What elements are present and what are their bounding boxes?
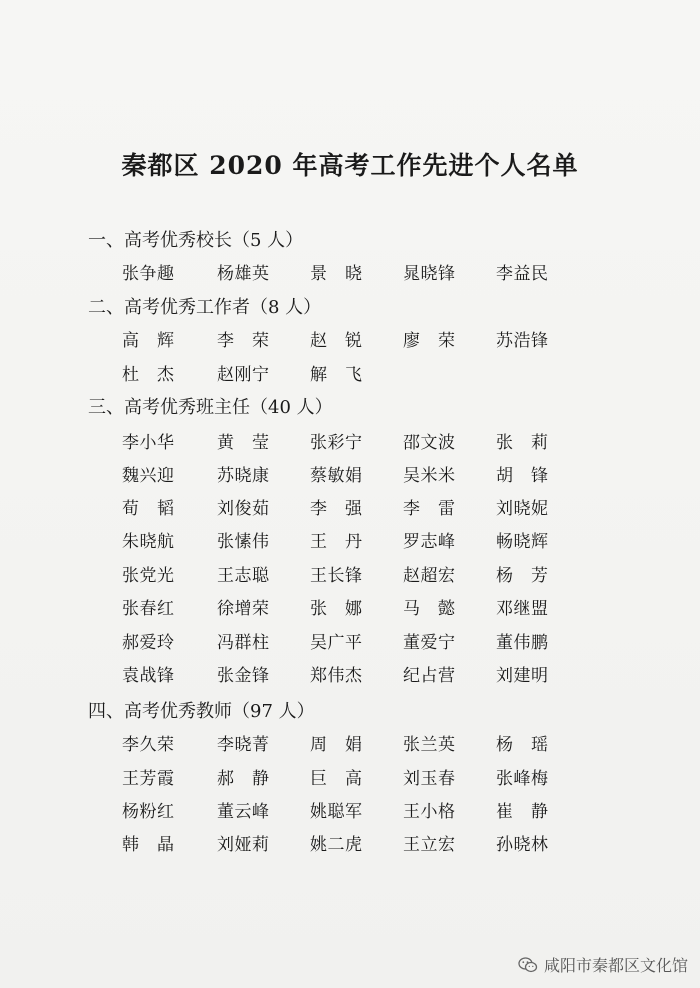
person-name: 姚二虎 xyxy=(310,835,363,855)
section-heading: 二、高考优秀工作者（8 人） xyxy=(88,297,322,318)
person-name: 董爱宁 xyxy=(403,633,456,653)
person-name: 张争趣 xyxy=(122,264,175,284)
person-name: 巨 高 xyxy=(310,769,363,789)
person-name: 王 丹 xyxy=(310,532,363,552)
person-name: 周 娟 xyxy=(310,735,363,755)
person-name: 高 辉 xyxy=(122,331,175,351)
person-name: 赵 锐 xyxy=(310,331,363,351)
watermark-text: 咸阳市秦都区文化馆 xyxy=(543,956,688,975)
person-name: 罗志峰 xyxy=(403,532,456,552)
section-heading: 四、高考优秀教师（97 人） xyxy=(88,701,315,722)
person-name: 郝爱玲 xyxy=(122,633,175,653)
wechat-icon xyxy=(518,957,538,973)
person-name: 晁晓锋 xyxy=(403,264,456,284)
person-name: 杨 瑶 xyxy=(496,735,549,755)
person-name: 杨雄英 xyxy=(217,264,270,284)
person-name: 张 娜 xyxy=(310,599,363,619)
person-name: 李 雷 xyxy=(403,499,456,519)
person-name: 廖 荣 xyxy=(403,331,456,351)
person-name: 张 莉 xyxy=(496,433,549,453)
names-row xyxy=(0,464,700,490)
person-name: 魏兴迎 xyxy=(122,466,175,486)
person-name: 刘娅莉 xyxy=(217,835,270,855)
names-row xyxy=(0,800,700,826)
names-row xyxy=(0,597,700,623)
person-name: 李小华 xyxy=(122,433,175,453)
person-name: 李晓菁 xyxy=(217,735,270,755)
person-name: 李 强 xyxy=(310,499,363,519)
person-name: 徐增荣 xyxy=(217,599,270,619)
names-row xyxy=(0,631,700,657)
person-name: 景 晓 xyxy=(310,264,363,284)
person-name: 张党光 xyxy=(122,566,175,586)
person-name: 刘玉春 xyxy=(403,769,456,789)
person-name: 苏浩锋 xyxy=(496,331,549,351)
person-name: 崔 静 xyxy=(496,802,549,822)
person-name: 郝 静 xyxy=(217,769,270,789)
names-row xyxy=(0,329,700,355)
names-row xyxy=(0,733,700,759)
person-name: 李益民 xyxy=(496,264,549,284)
person-name: 王小格 xyxy=(403,802,456,822)
person-name: 荀 韬 xyxy=(122,499,175,519)
person-name: 张彩宁 xyxy=(310,433,363,453)
person-name: 刘晓妮 xyxy=(496,499,549,519)
person-name: 黄 莹 xyxy=(217,433,270,453)
names-row xyxy=(0,497,700,523)
person-name: 冯群柱 xyxy=(217,633,270,653)
person-name: 朱晓航 xyxy=(122,532,175,552)
person-name: 董伟鹏 xyxy=(496,633,549,653)
person-name: 董云峰 xyxy=(217,802,270,822)
person-name: 张兰英 xyxy=(403,735,456,755)
person-name: 张峰梅 xyxy=(496,769,549,789)
names-row xyxy=(0,431,700,457)
person-name: 王芳霞 xyxy=(122,769,175,789)
person-name: 王立宏 xyxy=(403,835,456,855)
person-name: 吴广平 xyxy=(310,633,363,653)
names-row xyxy=(0,262,700,288)
person-name: 杨粉红 xyxy=(122,802,175,822)
person-name: 韩 晶 xyxy=(122,835,175,855)
names-row xyxy=(0,767,700,793)
account-watermark xyxy=(518,953,688,976)
person-name: 李 荣 xyxy=(217,331,270,351)
person-name: 蔡敏娟 xyxy=(310,466,363,486)
names-row xyxy=(0,564,700,590)
person-name: 姚聪军 xyxy=(310,802,363,822)
section-heading: 三、高考优秀班主任（40 人） xyxy=(88,397,333,418)
person-name: 解 飞 xyxy=(310,365,363,385)
person-name: 邵文波 xyxy=(403,433,456,453)
person-name: 张金锋 xyxy=(217,666,270,686)
person-name: 赵超宏 xyxy=(403,566,456,586)
person-name: 杨 芳 xyxy=(496,566,549,586)
person-name: 畅晓辉 xyxy=(496,532,549,552)
section-heading: 一、高考优秀校长（5 人） xyxy=(88,230,304,251)
names-row xyxy=(0,833,700,859)
person-name: 刘俊茹 xyxy=(217,499,270,519)
person-name: 马 懿 xyxy=(403,599,456,619)
person-name: 杜 杰 xyxy=(122,365,175,385)
names-row xyxy=(0,530,700,556)
person-name: 孙晓林 xyxy=(496,835,549,855)
person-name: 纪占营 xyxy=(403,666,456,686)
person-name: 袁战锋 xyxy=(122,666,175,686)
person-name: 张愫伟 xyxy=(217,532,270,552)
person-name: 王志聪 xyxy=(217,566,270,586)
person-name: 刘建明 xyxy=(496,666,549,686)
person-name: 赵刚宁 xyxy=(217,365,270,385)
person-name: 邓继盟 xyxy=(496,599,549,619)
person-name: 李久荣 xyxy=(122,735,175,755)
names-row xyxy=(0,664,700,690)
person-name: 郑伟杰 xyxy=(310,666,363,686)
names-row xyxy=(0,363,700,389)
person-name: 胡 锋 xyxy=(496,466,549,486)
person-name: 王长锋 xyxy=(310,566,363,586)
person-name: 吴米米 xyxy=(403,466,456,486)
person-name: 张春红 xyxy=(122,599,175,619)
person-name: 苏晓康 xyxy=(217,466,270,486)
page-title: 秦都区 2020 年高考工作先进个人名单 xyxy=(121,151,579,180)
